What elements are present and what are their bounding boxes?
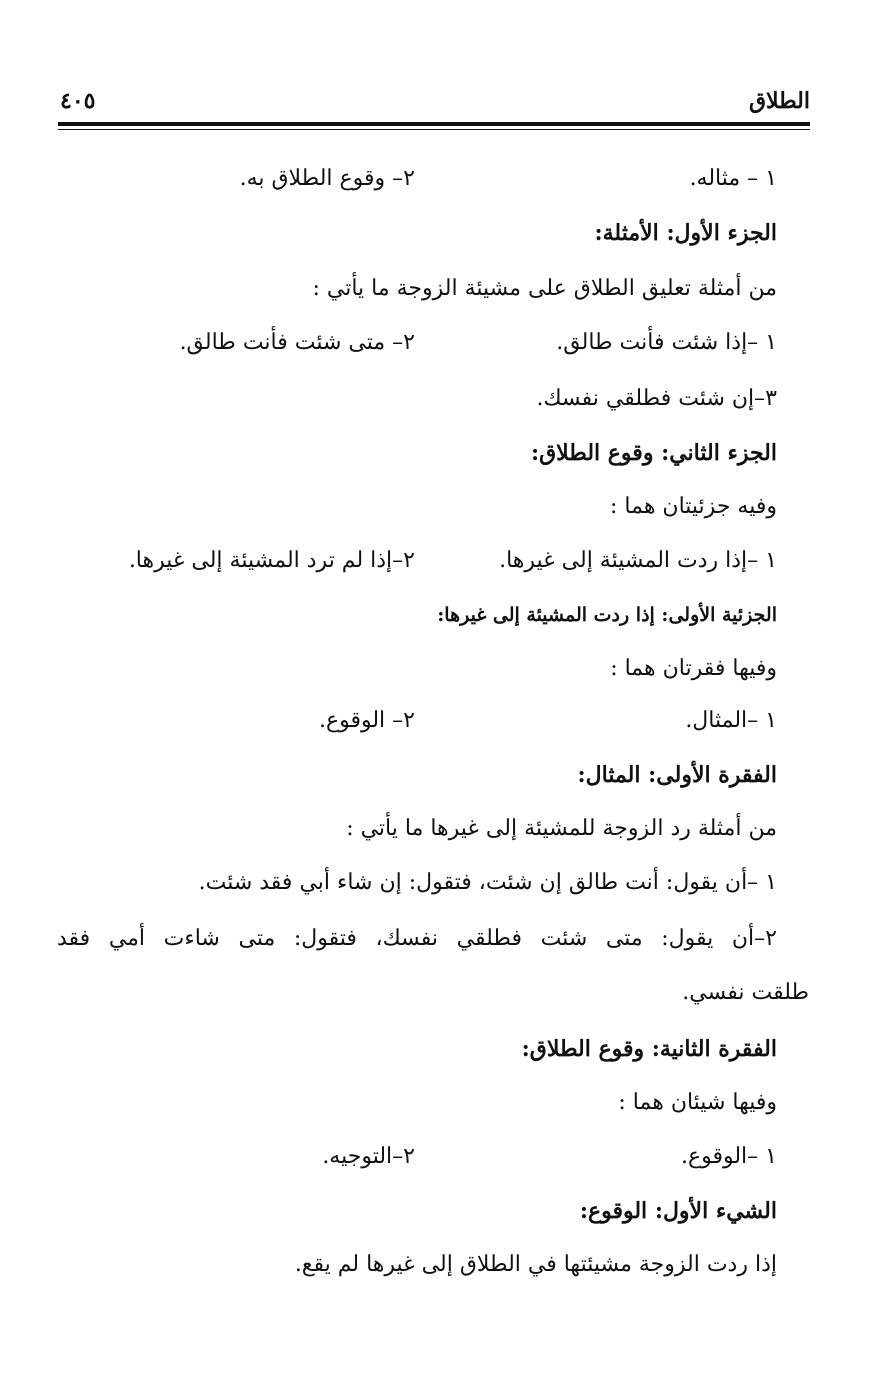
section-heading: الجزء الأول: الأمثلة: <box>594 220 777 246</box>
paragraph-line: وفيه جزئيتان هما : <box>610 494 777 519</box>
list-item-left: ٢– وقوع الطلاق به. <box>239 166 415 191</box>
list-item: ٣–إن شئت فطلقي نفسك. <box>536 386 777 411</box>
list-item-left: ٢–التوجيه. <box>322 1144 415 1169</box>
paragraph-line: إذا ردت الزوجة مشيئتها في الطلاق إلى غيرها لم يقع. <box>294 1252 777 1277</box>
header-rule-thin <box>58 129 810 130</box>
page-header <box>58 88 810 122</box>
section-heading: الفقرة الثانية: وقوع الطلاق: <box>521 1036 777 1062</box>
list-item-right: ١ –إذا ردت المشيئة إلى غيرها. <box>499 548 777 573</box>
header-rule-thick <box>58 122 810 126</box>
paragraph-line: طلقت نفسي. <box>682 980 809 1005</box>
section-heading: الفقرة الأولى: المثال: <box>577 762 777 788</box>
running-title: الطلاق <box>748 88 810 114</box>
paragraph-line: وفيها فقرتان هما : <box>610 656 777 681</box>
page-number: ٤٠٥ <box>60 88 96 114</box>
list-item-left: ٢–إذا لم ترد المشيئة إلى غيرها. <box>128 548 415 573</box>
list-item: ١ –أن يقول: أنت طالق إن شئت، فتقول: إن شاء أبي فقد شئت. <box>198 870 777 895</box>
section-heading: الشيء الأول: الوقوع: <box>579 1198 777 1224</box>
paragraph-line: من أمثلة رد الزوجة للمشيئة إلى غيرها ما يأتي : <box>346 816 777 841</box>
list-item: ٢–أن يقول: متى شئت فطلقي نفسك، فتقول: متى شاءت أمي فقد <box>57 926 777 951</box>
list-item-right: ١ –الوقوع. <box>680 1144 777 1169</box>
paragraph-line: وفيها شيئان هما : <box>618 1090 777 1115</box>
list-item-left: ٢– متى شئت فأنت طالق. <box>179 330 415 355</box>
list-item-left: ٢– الوقوع. <box>318 708 415 733</box>
sub-heading: الجزئية الأولى: إذا ردت المشيئة إلى غيرها: <box>437 604 777 626</box>
section-heading: الجزء الثاني: وقوع الطلاق: <box>530 440 777 466</box>
paragraph-line: من أمثلة تعليق الطلاق على مشيئة الزوجة ما يأتي : <box>312 276 777 301</box>
list-item-right: ١ – مثاله. <box>689 166 777 191</box>
list-item-right: ١ –المثال. <box>685 708 777 733</box>
list-item-right: ١ –إذا شئت فأنت طالق. <box>556 330 777 355</box>
